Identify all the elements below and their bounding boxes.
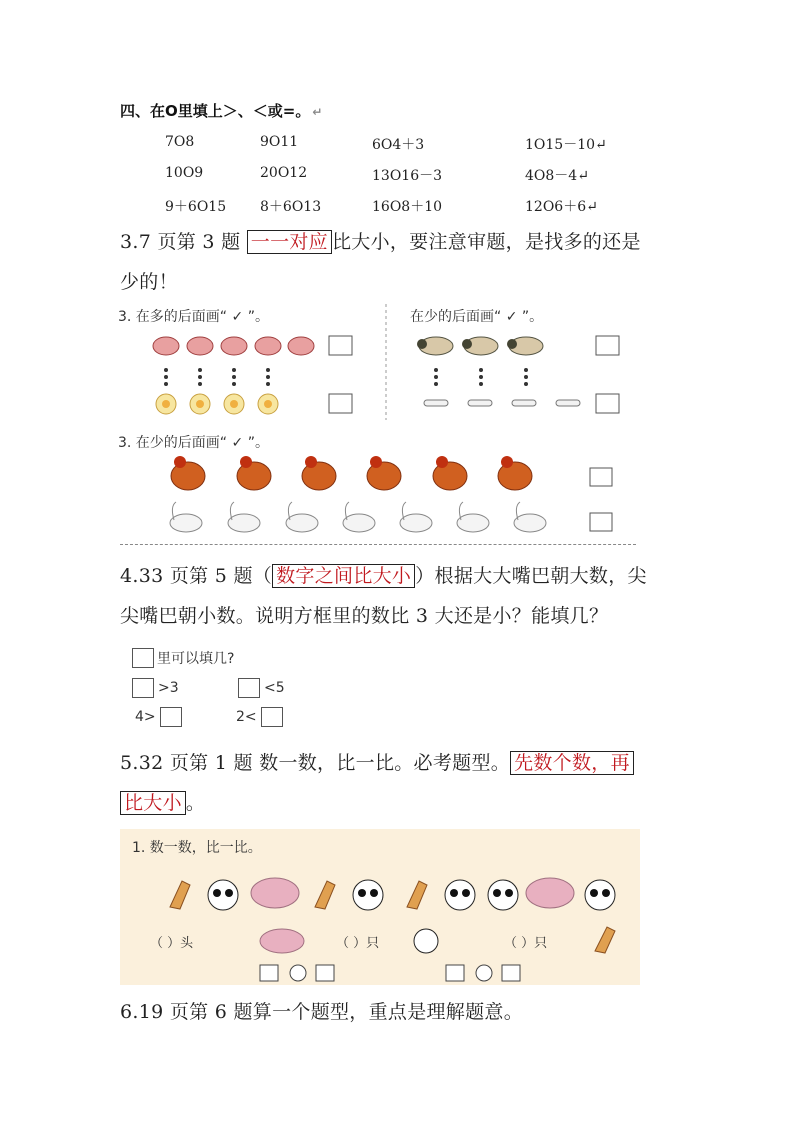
cmp-cell: 13O16－3 (372, 168, 443, 184)
item-4-prefix: 4.33 页第 5 题（ (120, 565, 273, 587)
panda-icon (414, 929, 438, 953)
dashed-separator (120, 544, 636, 545)
figure-4-question: 里可以填几? (157, 651, 235, 667)
figure-4-c: 4> (135, 709, 156, 725)
figure-5 (120, 829, 640, 985)
cmp-cell: 1O15－10↵ (525, 137, 607, 153)
giraffe-icon (595, 927, 615, 953)
item-4-paragraph (120, 556, 680, 636)
answer-box (446, 965, 464, 981)
figure-5-caption: 1. 数一数，比一比。 (132, 840, 262, 856)
dots-icon (434, 368, 528, 386)
item-5-highlight-1: 先数个数，再 (510, 751, 634, 775)
cmp-cell: 4O8－4↵ (525, 168, 589, 184)
answer-box (329, 336, 352, 355)
item-4-suffix: ）根据大大嘴巴朝大数，尖 (415, 565, 647, 587)
answer-box (502, 965, 520, 981)
cmp-cell: 16O8＋10 (372, 199, 443, 215)
item-4-highlight: 数字之间比大小 (272, 564, 415, 588)
item-5-paragraph (120, 743, 680, 823)
item-4-line2: 尖嘴巴朝小数。说明方框里的数比 3 大还是小？能填几？ (120, 605, 609, 627)
label-1: （ ）头 (150, 936, 194, 951)
item-3-line2: 少的！ (120, 271, 178, 293)
figure-3-right-caption: 在少的后面画“ ✓ ”。 (410, 309, 544, 325)
figure-5-drawing (120, 829, 640, 985)
answer-box (596, 336, 619, 355)
cmp-cell: 10O9 (165, 165, 204, 181)
bone-icon (424, 400, 580, 406)
cmp-cell: 9O11 (260, 134, 299, 150)
figure-4-a: >3 (158, 680, 179, 696)
item-5-end: 。 (185, 792, 206, 814)
cmp-cell: 20O12 (260, 165, 308, 181)
paragraph-mark: ↵ (312, 105, 323, 119)
cmp-cell: 6O4＋3 (372, 137, 425, 153)
answer-circle (290, 965, 306, 981)
item-3-paragraph (120, 222, 680, 302)
figure-4 (132, 648, 332, 728)
cmp-cell: 7O8 (165, 134, 195, 150)
dog-icon (417, 337, 543, 355)
answer-box (260, 965, 278, 981)
elephant-icon (260, 929, 304, 953)
label-2: （ ）只 (336, 936, 380, 951)
goose-icon (170, 502, 546, 532)
answer-box (596, 394, 619, 413)
figure-3-drawing (118, 298, 640, 538)
item-3-highlight: 一一对应 (247, 230, 332, 254)
cmp-cell: 9＋6O15 (165, 199, 227, 215)
figure-3 (118, 298, 640, 538)
dots-icon (164, 368, 270, 386)
section-4-title-text: 四、在O里填上＞、＜或=。 (120, 102, 311, 120)
answer-box (590, 513, 612, 531)
figure-4-d: 2< (236, 709, 257, 725)
item-3-suffix: 比大小，要注意审题，是找多的还是 (331, 231, 641, 253)
label-3: （ ）只 (504, 936, 548, 951)
answer-box (329, 394, 352, 413)
section-4-title (120, 100, 322, 121)
figure-3-bottom-caption: 3. 在少的后面画“ ✓ ”。 (118, 435, 269, 451)
rooster-icon (171, 456, 532, 490)
blank-box (132, 648, 154, 668)
figure-4-b: <5 (264, 680, 285, 696)
cmp-cell: 8＋6O13 (260, 199, 322, 215)
pig-icon (153, 337, 314, 355)
cmp-cell: 12O6＋6↵ (525, 199, 598, 215)
blank-box (160, 707, 182, 727)
answer-circle (476, 965, 492, 981)
item-5-highlight-2: 比大小 (120, 791, 186, 815)
blank-box (238, 678, 260, 698)
blank-box (132, 678, 154, 698)
answer-box (590, 468, 612, 486)
figure-3-left-caption: 3. 在多的后面画“ ✓ ”。 (118, 309, 269, 325)
item-5-prefix: 5.32 页第 1 题 数一数，比一比。必考题型。 (120, 752, 511, 774)
blank-box (261, 707, 283, 727)
item-6-paragraph: 6.19 页第 6 题算一个题型，重点是理解题意。 (120, 1001, 524, 1023)
flower-icon (156, 394, 278, 414)
answer-box (316, 965, 334, 981)
item-3-prefix: 3.7 页第 3 题 (120, 231, 247, 253)
